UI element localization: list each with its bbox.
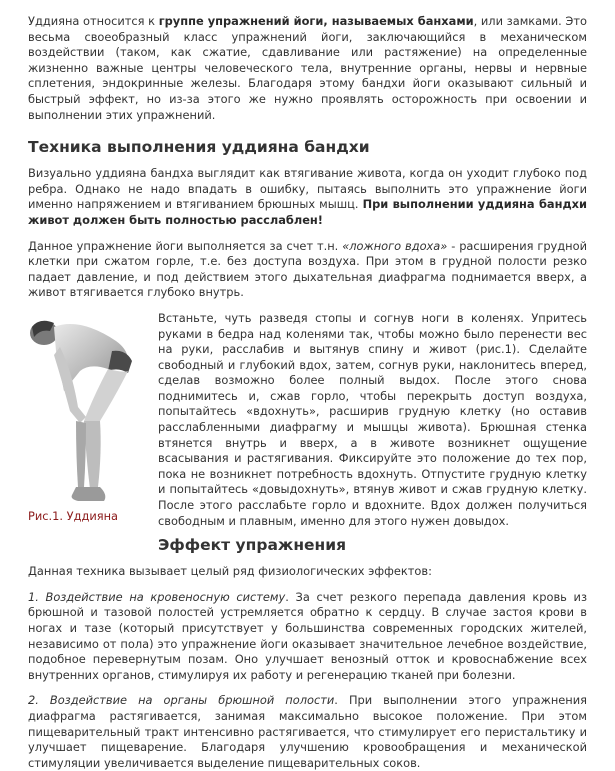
intro-paragraph: Уддияна относится к группе упражнений йоги, называемых банхами, или замками. Это весьма своеобразный класс упражнений йоги, заключающийся в механическом воздействии (таком, как сжатие, сдавливание или растяжение) на определенные жизненно важные центры человеческого тела, внутренние органы, нервы и нервные сплетения, эндокринные железы. Благодаря этому бандхи йоги оказывают сильный и быстрый эффект, но из-за этого же нужно проявлять осторожность при освоении и выполнении этих упражнений.	[28, 14, 587, 122]
technique-heading: Техника выполнения уддияна бандхи	[28, 138, 370, 157]
thigh-shape	[84, 369, 128, 421]
uddiyana-pose-image	[20, 311, 148, 507]
technique-instructions: Встаньте, чуть разведя стопы и согнув ноги в коленях. Упритесь руками в бедра над коленями так, чтобы можно было перенести вес на руки, расслабив и вытянув спину и живот (рис.1). Сделайте свободный и глубокий вдох, затем, согнув руки, наклонитесь вперед, сделав возможно более полный выдох. После этого снова поднимитесь и, сжав горло, чтобы перекрыть доступ воздуха, попытайтесь «вдохнуть», расширив грудную клетку (но оставив расслабленными диафрагму и мышцы живота). Брюшная стенка втянется внутрь и вверх, а в животе возникнет ощущение всасывания и растягивания. Фиксируйте это положение до тех пор, пока не возникнет потребность вдохнуть. Отпустите грудную клетку и попытайтесь «довыдохнуть», втянув живот и сжав грудную клетку. После этого расслабьте горло и вдохните. Вдох должен получиться свободным и плавным, именно для этого нужен довыдох.	[158, 310, 587, 528]
back-shin-shape	[76, 421, 86, 487]
figure-side-text	[158, 311, 587, 555]
effect-intro: Данная техника вызывает целый ряд физиологических эффектов:	[28, 564, 432, 579]
effect-item-1-title: 1. Воздействие на кровеносную систему	[28, 589, 286, 604]
figure-caption: Рис.1. Уддияна	[28, 508, 119, 523]
briefs-shape	[108, 351, 132, 373]
technique-warning: При выполнении уддияна бандхи живот должен быть полностью расслаблен!	[28, 197, 587, 227]
false-inhale-term: «ложного вдоха»	[342, 238, 448, 253]
figure-block	[28, 311, 587, 564]
technique-paragraph-1: Визуально уддияна бандха выглядит как втягивание живота, когда он уходит глубоко под ребра. Однако не надо впадать в ошибку, пытаясь выполнить это упражнение йоги именно напряжением и втягиванием брюшных мышц. При выполнении уддияна бандхи живот должен быть полностью расслаблен!	[28, 166, 587, 227]
technique-paragraph-2: Данное упражнение йоги выполняется за счет т.н. «ложного вдоха» - расширения грудной клетки при сжатом горле, т.е. без доступа воздуха. При этом в грудной полости резко падает давление, и под действием этого дыхательная диафрагма поднимается вверх, а живот втягивается глубоко внутрь.	[28, 238, 587, 300]
feet-shape	[72, 487, 106, 501]
effect-item-2: 2. Воздействие на органы брюшной полости. При выполнении этого упражнения диафрагма растягивается, занимая максимально высокое положение. При этом пищеварительный тракт интенсивно растягивается, что стимулирует его перистальтику и улучшает пищеварение. Благодаря улучшению кровообращения и механической стимуляции увеличивается выделение пищеварительных соков.	[28, 693, 587, 770]
shin-shape	[84, 421, 101, 489]
effect-item-1: 1. Воздействие на кровеносную систему. За счет резкого перепада давления кровь из брюшной и тазовой полостей устремляется обратно к сердцу. В случае застоя крови в ногах и тазе (который присутствует у большинства современных городских жителей, независимо от пола) это упражнение йоги оказывает значительное лечебное воздействие, подобное перевернутым позам. Оно улучшает венозный отток и кровоснабжение всех внутренних органов, стимулируя их работу и регенерацию тканей при болезни.	[28, 589, 588, 682]
effect-item-2-title: 2. Воздействие на органы брюшной полости	[28, 693, 335, 708]
effect-heading: Эффект упражнения	[158, 536, 347, 555]
intro-bold-phrase: группе упражнений йоги, называемых банхами	[158, 14, 474, 28]
figure-1	[20, 311, 148, 525]
